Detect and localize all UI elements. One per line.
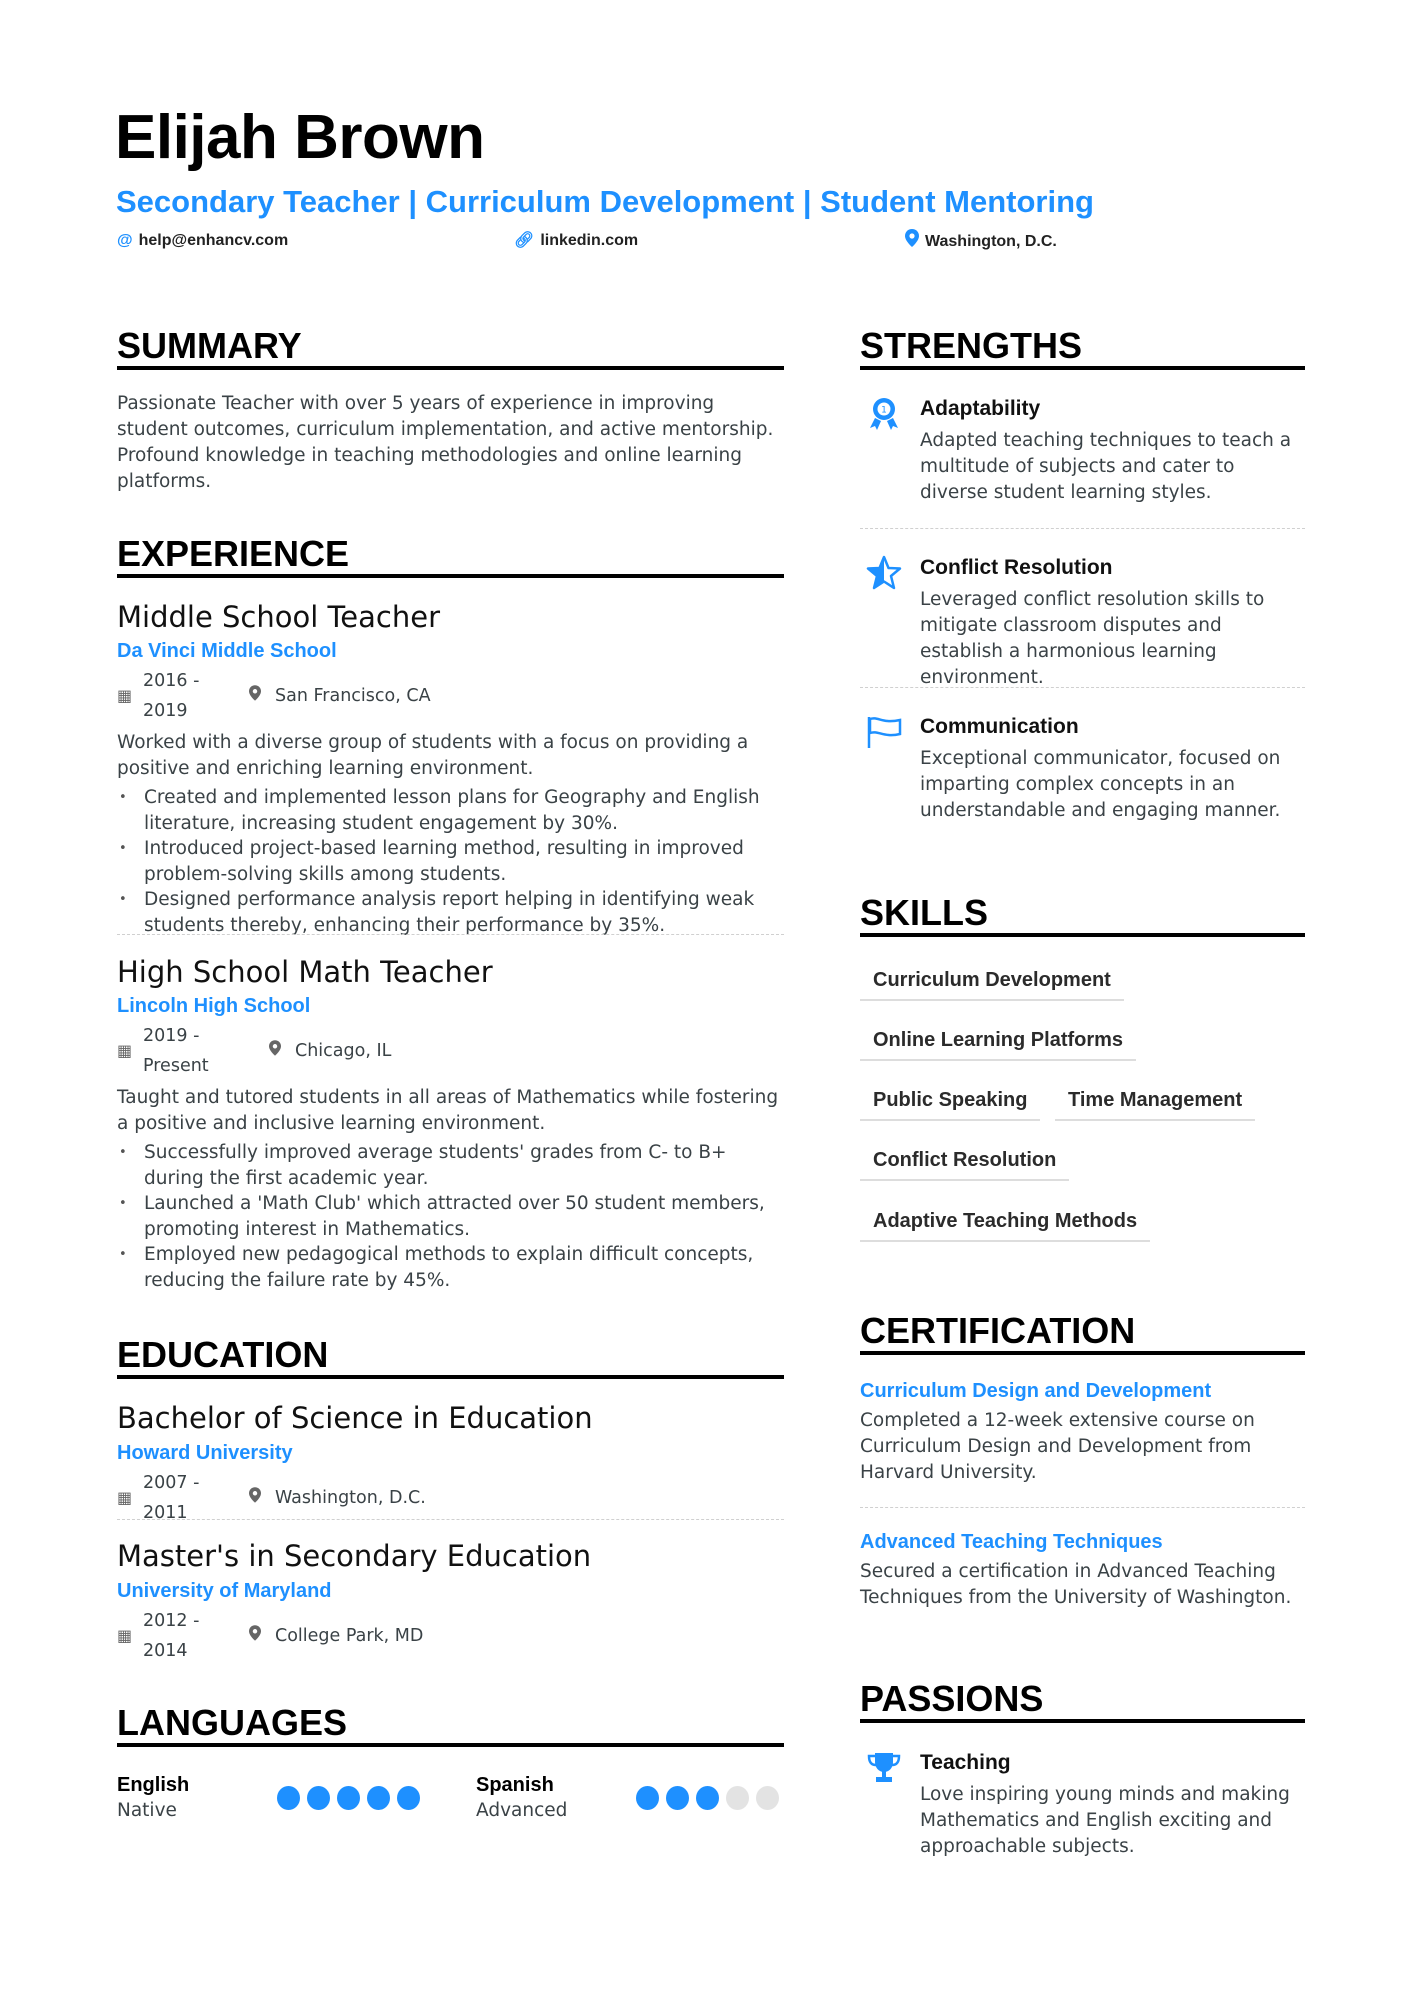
candidate-title: Secondary Teacher | Curriculum Development | Student Mentoring: [116, 184, 1094, 219]
award-ribbon-icon: [866, 396, 902, 432]
summary-heading: SUMMARY: [117, 326, 784, 370]
language-name: English: [117, 1774, 190, 1796]
calendar-icon: ▦: [117, 686, 133, 705]
education-location: College Park, MD: [275, 1626, 424, 1646]
rating-dot-empty: [756, 1786, 779, 1810]
rating-dot-filled: [696, 1786, 719, 1810]
calendar-icon: ▦: [117, 1041, 133, 1060]
experience-heading: EXPERIENCE: [117, 534, 784, 578]
divider: [117, 934, 784, 935]
bullet-item: • Employed new pedagogical methods to explain difficult concepts, reducing the failure rate by 45%.: [117, 1242, 784, 1293]
summary-text: Passionate Teacher with over 5 years of experience in improving student outcomes, curriculum implementation, and active mentorship. Profound knowledge in teaching methodologies and online learning platforms.: [117, 393, 774, 492]
certification-heading: CERTIFICATION: [860, 1311, 1305, 1355]
job-description: Taught and tutored students in all areas of Mathematics while fostering a positive and inclusive learning environment.: [117, 1087, 779, 1134]
education-entry: [117, 1400, 784, 1528]
rating-dot-filled: [367, 1786, 390, 1810]
education-dates: 2012 - 2014: [143, 1611, 200, 1661]
education-dates: 2007 - 2011: [143, 1473, 200, 1523]
location-text: Washington, D.C.: [925, 233, 1057, 250]
passion-item: [860, 1748, 1305, 1860]
company-name[interactable]: Da Vinci Middle School: [117, 640, 337, 662]
job-meta: [117, 1021, 784, 1081]
rating-dot-filled: [337, 1786, 360, 1810]
rating-dot-filled: [636, 1786, 659, 1810]
job-dates: 2019 - Present: [143, 1026, 209, 1076]
job-entry: [117, 954, 784, 1293]
divider: [117, 1519, 784, 1520]
rating-dot-filled: [666, 1786, 689, 1810]
strength-title: Adaptability: [920, 397, 1041, 420]
company-name[interactable]: Lincoln High School: [117, 995, 311, 1017]
flag-icon: [866, 714, 902, 750]
certification-item: [860, 1527, 1305, 1611]
strength-item: [860, 712, 1305, 824]
location-pin-icon: [249, 681, 275, 711]
strength-description: Leveraged conflict resolution skills to mitigate classroom disputes and establish a harmonious learning environment.: [920, 589, 1265, 688]
rating-dot-filled: [397, 1786, 420, 1810]
degree-title: Bachelor of Science in Education: [117, 1401, 593, 1435]
languages-heading: LANGUAGES: [117, 1703, 784, 1747]
language-level: Advanced: [476, 1800, 568, 1821]
bullet-item: • Created and implemented lesson plans for Geography and English literature, increasing student engagement by 30%.: [117, 785, 784, 836]
location-pin-icon: [269, 1036, 295, 1066]
certification-description: Secured a certification in Advanced Teaching Techniques from the University of Washington.: [860, 1561, 1292, 1608]
school-name[interactable]: Howard University: [117, 1442, 293, 1464]
skill-tag: Online Learning Platforms: [860, 1025, 1136, 1061]
certification-title: Curriculum Design and Development: [860, 1380, 1212, 1402]
strength-title: Conflict Resolution: [920, 556, 1113, 579]
bullet-item: • Introduced project-based learning method, resulting in improved problem-solving skills among students.: [117, 836, 784, 887]
star-icon: [866, 555, 902, 591]
divider: [860, 687, 1305, 688]
location-pin-icon: [249, 1483, 275, 1513]
skill-tag: Curriculum Development: [860, 965, 1124, 1001]
bullet-item: • Launched a 'Math Club' which attracted over 50 student members, promoting interest in Mathematics.: [117, 1191, 784, 1242]
rating-dot-empty: [726, 1786, 749, 1810]
job-location: San Francisco, CA: [275, 686, 431, 706]
location-pin-icon: [905, 229, 919, 255]
bullet-item: • Successfully improved average students' grades from C- to B+ during the first academic year.: [117, 1140, 784, 1191]
passions-heading: PASSIONS: [860, 1679, 1305, 1723]
svg-text:1: 1: [881, 405, 887, 416]
passion-description: Love inspiring young minds and making Mathematics and English exciting and approachable subjects.: [920, 1784, 1290, 1857]
email-text[interactable]: help@enhancv.com: [138, 232, 289, 249]
bullet-item: • Designed performance analysis report helping in identifying weak students thereby, enhancing their performance by 35%.: [117, 887, 784, 938]
job-title: High School Math Teacher: [117, 955, 493, 989]
skill-tag: Public Speaking: [860, 1085, 1040, 1121]
skill-tag: Time Management: [1055, 1085, 1255, 1121]
strength-item: [860, 553, 1305, 691]
link-text[interactable]: linkedin.com: [540, 232, 639, 249]
job-meta: [117, 666, 784, 726]
language-english: [117, 1772, 189, 1824]
job-bullets: [117, 1140, 784, 1293]
job-location: Chicago, IL: [295, 1041, 392, 1061]
job-description: Worked with a diverse group of students with a focus on providing a positive and enriching learning environment.: [117, 732, 749, 779]
education-entry: [117, 1538, 784, 1666]
language-spanish: [476, 1772, 567, 1824]
strength-item: [860, 394, 1305, 506]
calendar-icon: ▦: [117, 1488, 133, 1507]
candidate-name: Elijah Brown: [115, 103, 485, 172]
skill-tag: Adaptive Teaching Methods: [860, 1206, 1150, 1242]
job-dates: 2016 - 2019: [143, 671, 200, 721]
language-name: Spanish: [476, 1774, 554, 1796]
strength-description: Adapted teaching techniques to teach a multitude of subjects and cater to diverse student learning styles.: [920, 430, 1292, 503]
divider: [860, 528, 1305, 529]
education-location: Washington, D.C.: [275, 1488, 426, 1508]
trophy-icon: [866, 1750, 902, 1786]
certification-description: Completed a 12-week extensive course on Curriculum Design and Development from Harvard University.: [860, 1410, 1255, 1483]
rating-dot-filled: [277, 1786, 300, 1810]
contact-location: [905, 229, 1057, 255]
school-name[interactable]: University of Maryland: [117, 1580, 332, 1602]
strength-title: Communication: [920, 715, 1079, 738]
strengths-heading: STRENGTHS: [860, 326, 1305, 370]
link-icon: 🔗︎: [514, 232, 535, 249]
certification-item: [860, 1376, 1305, 1486]
skills-heading: SKILLS: [860, 893, 1305, 937]
passion-title: Teaching: [920, 1751, 1011, 1774]
education-meta: [117, 1606, 784, 1666]
calendar-icon: ▦: [117, 1626, 133, 1645]
education-heading: EDUCATION: [117, 1335, 784, 1379]
skill-tag: Conflict Resolution: [860, 1145, 1069, 1181]
contact-link[interactable]: [514, 229, 638, 253]
divider: [860, 1507, 1305, 1508]
job-title: Middle School Teacher: [117, 600, 440, 634]
location-pin-icon: [249, 1621, 275, 1651]
language-level: Native: [117, 1800, 177, 1821]
degree-title: Master's in Secondary Education: [117, 1539, 592, 1573]
at-icon: @: [117, 232, 133, 249]
job-bullets: [117, 785, 784, 938]
certification-title: Advanced Teaching Techniques: [860, 1531, 1163, 1553]
strength-description: Exceptional communicator, focused on imparting complex concepts in an understandable and engaging manner.: [920, 748, 1281, 821]
rating-dot-filled: [307, 1786, 330, 1810]
contact-email[interactable]: [117, 229, 288, 253]
job-entry: [117, 599, 784, 938]
